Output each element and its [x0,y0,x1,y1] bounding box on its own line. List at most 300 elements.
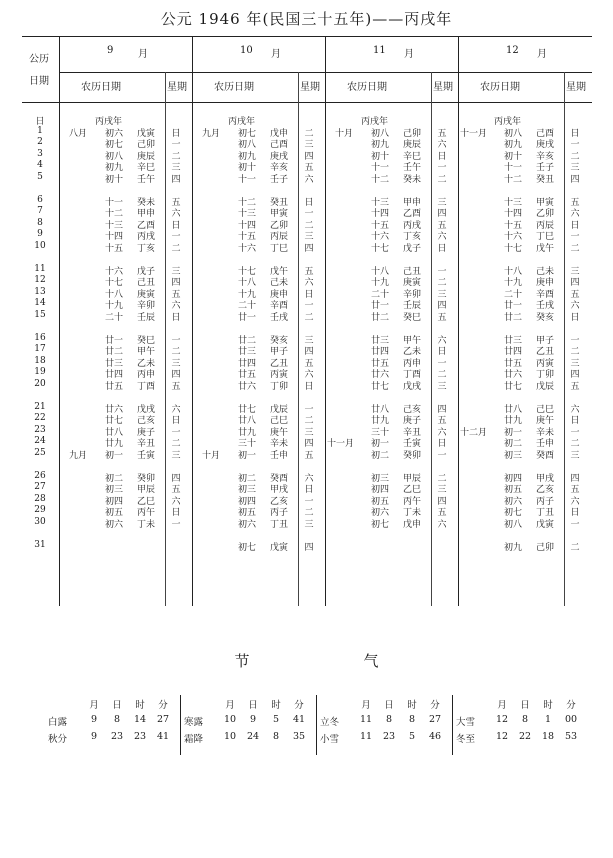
ganzhi-day: 己卯 [403,128,422,139]
ganzhi-day: 庚寅 [403,278,422,288]
ganzhi-day: 壬申 [536,439,555,449]
weekday: 四 [570,370,580,380]
day-number: 21 [34,401,46,412]
ganzhi-day: 乙亥 [536,485,555,495]
jieqi-divider [316,695,317,755]
weekday: 一 [304,496,314,507]
weekday: 日 [171,416,181,426]
lunar-day: 初五 [238,508,257,518]
ganzhi-day: 戊子 [137,266,156,277]
weekday: 二 [570,347,580,357]
ganzhi-day: 甲寅 [536,197,555,208]
ganzhi-day: 庚戌 [270,151,289,162]
jieqi-value: 8 [408,714,416,725]
ganzhi-day: 己卯 [536,542,555,553]
weekday: 二 [304,416,314,426]
weekday: 六 [570,209,580,219]
lunar-day: 初三 [371,473,390,484]
weekday-header: 星期 [566,82,586,93]
jieqi-value: 23 [133,731,147,742]
jieqi-value: 9 [249,714,257,725]
weekday: 五 [570,381,580,392]
day-number: 13 [34,286,46,297]
ganzhi-day: 壬午 [403,163,422,173]
ganzhi-day: 丙寅 [270,370,289,380]
weekday: 五 [570,485,580,495]
weekday: 三 [437,289,447,300]
jieqi-value: 8 [113,714,121,725]
ganzhi-day: 辛卯 [403,289,422,300]
weekday: 一 [570,232,580,242]
lunar-day: 十五 [105,243,124,254]
lunar-date-header: 农历日期 [480,82,520,93]
ganzhi-day: 庚申 [270,289,289,300]
ganzhi-day: 甲午 [137,347,156,357]
weekday: 五 [437,128,447,139]
weekday: 四 [437,301,447,311]
lunar-day: 廿一 [371,301,390,311]
ganzhi-day: 庚寅 [137,289,156,300]
jieqi-value: 8 [272,731,280,742]
weekday: 日 [171,128,181,139]
ganzhi-day: 丁巳 [536,232,555,242]
day-number: 1 [37,125,43,136]
lunar-day: 初十 [371,151,390,162]
lunar-day: 廿九 [504,416,523,426]
day-number: 31 [34,539,46,550]
weekday: 一 [570,140,580,150]
ganzhi-day: 乙酉 [403,209,422,219]
lunar-day: 廿九 [238,427,257,438]
jieqi-col-header: 时 [271,700,281,711]
weekday: 一 [437,163,447,173]
ganzhi-day: 癸卯 [137,473,156,484]
day-number: 19 [34,367,46,377]
jieqi-col-header: 分 [566,700,576,711]
day-number: 27 [34,482,46,492]
lunar-day: 十九 [238,289,257,300]
ganzhi-day: 戊辰 [270,404,289,415]
lunar-day: 十二 [504,174,523,185]
lunar-day: 十八 [105,289,124,300]
jieqi-value: 41 [156,731,170,742]
lunar-date-header: 农历日期 [214,82,254,93]
weekday: 三 [304,232,314,242]
ganzhi-day: 辛丑 [403,427,422,438]
lunar-day: 廿二 [371,312,390,323]
weekday: 三 [171,163,181,173]
jieqi-col-header: 月 [361,700,371,711]
jieqi-value: 46 [428,731,442,742]
weekday: 六 [437,140,447,150]
weekday: 一 [570,427,580,438]
ganzhi-day: 甲申 [403,197,422,208]
lunar-day: 十八 [504,266,523,277]
weekday: 二 [437,473,447,484]
weekday: 日 [171,508,181,518]
ganzhi-day: 壬戌 [536,301,555,311]
jieqi-name: 寒露 [184,717,204,728]
ganzhi-day: 丁丑 [536,508,555,518]
ganzhi-day: 丁卯 [536,370,555,380]
weekday: 四 [304,347,314,357]
day-number: 18 [34,355,46,366]
weekday: 五 [570,289,580,300]
lunar-day: 十四 [238,220,257,231]
jieqi-col-header: 时 [135,700,145,711]
ganzhi-day: 丁巳 [270,243,289,254]
weekday: 六 [171,404,181,415]
lunar-day: 廿六 [238,381,257,392]
lunar-day: 二十 [105,312,124,323]
ganzhi-day: 己丑 [137,278,156,288]
lunar-day: 廿九 [105,439,124,449]
ganzhi-day: 乙亥 [270,496,289,507]
jieqi-value: 14 [133,714,147,725]
weekday: 一 [304,301,314,311]
lunar-day: 初九 [504,140,523,150]
weekday: 四 [570,473,580,484]
weekday: 三 [437,197,447,208]
ganzhi-day: 癸亥 [536,312,555,323]
ganzhi-day: 丙辰 [270,232,289,242]
weekday: 日 [304,381,314,392]
weekday: 六 [437,232,447,242]
lunar-month-label: 十月 [202,450,221,461]
lunar-day: 十一 [105,197,124,208]
lunar-day: 十八 [238,278,257,288]
ganzhi-day: 戊辰 [536,381,555,392]
jieqi-divider [180,695,181,755]
weekday: 四 [304,151,314,162]
lunar-day: 廿七 [238,404,257,415]
weekday: 日 [570,128,580,139]
ganzhi-day: 戊申 [270,128,289,139]
ganzhi-day: 己巳 [536,404,555,415]
ganzhi-day: 庚戌 [536,140,555,150]
lunar-day: 初二 [238,473,257,484]
lunar-day: 初七 [105,140,124,150]
jieqi-name: 秋分 [48,734,68,745]
weekday: 一 [171,335,181,346]
lunar-day: 初五 [504,485,523,495]
jieqi-col-header: 时 [543,700,553,711]
lunar-day: 廿四 [238,358,257,369]
lunar-day: 十七 [105,278,124,288]
day-number: 28 [34,493,46,504]
lunar-day: 廿八 [504,404,523,415]
day-number: 22 [34,413,46,423]
lunar-day: 廿一 [504,301,523,311]
month-number: 12 [506,45,519,56]
weekday: 三 [304,519,314,530]
lunar-month-label: 九月 [69,450,88,461]
jieqi-name: 冬至 [456,734,476,745]
weekday: 四 [304,243,314,254]
ganzhi-day: 庚申 [536,278,555,288]
lunar-day: 初一 [238,450,257,461]
weekday: 一 [304,209,314,219]
ganzhi-day: 辛卯 [137,301,156,311]
lunar-day: 十三 [371,197,390,208]
jieqi-value: 22 [518,731,532,742]
lunar-day: 初八 [105,151,124,162]
day-number: 9 [37,229,43,239]
jieqi-name: 霜降 [184,734,204,745]
weekday: 二 [171,347,181,357]
weekday: 日 [437,439,447,449]
lunar-day: 三十 [371,427,390,438]
lunar-day: 廿五 [504,358,523,369]
weekday: 三 [437,381,447,392]
weekday: 三 [437,485,447,495]
lunar-day: 廿七 [105,416,124,426]
lunar-day: 廿五 [238,370,257,380]
lunar-day: 廿三 [371,335,390,346]
weekday: 一 [570,519,580,530]
weekday: 日 [570,220,580,231]
weekday: 三 [171,358,181,369]
lunar-day: 初四 [371,485,390,495]
lunar-month-label: 十一月 [460,128,488,139]
day-number: 20 [34,378,46,389]
ganzhi-day: 戊申 [403,519,422,530]
weekday: 二 [304,220,314,231]
day-number: 14 [34,298,46,308]
lunar-day: 十三 [504,197,523,208]
jieqi-col-header: 月 [497,700,507,711]
day-number: 5 [37,171,43,182]
weekday: 一 [171,519,181,530]
weekday-header: 星期 [433,82,453,93]
ganzhi-day: 庚午 [536,416,555,426]
lunar-year-label: 丙戌年 [228,117,256,127]
weekday: 三 [570,450,580,461]
calendar-table [22,36,592,606]
lunar-day: 初三 [105,485,124,495]
jieqi-col-header: 分 [294,700,304,711]
lunar-day: 初八 [504,519,523,530]
ganzhi-day: 甲申 [137,209,156,219]
lunar-day: 初九 [371,140,390,150]
ganzhi-day: 戊戌 [403,381,422,392]
jieqi-value: 9 [90,714,98,725]
day-number: 6 [37,194,43,205]
ganzhi-day: 丙午 [403,496,422,507]
ganzhi-day: 丙戌 [137,232,156,242]
lunar-day: 十六 [105,266,124,277]
lunar-day: 廿二 [238,335,257,346]
ganzhi-day: 丙申 [137,370,156,380]
lunar-day: 十五 [371,220,390,231]
ganzhi-day: 癸酉 [270,473,289,484]
weekday: 四 [437,496,447,507]
lunar-day: 十一 [371,163,390,173]
weekday: 六 [304,174,314,185]
lunar-day: 初三 [238,485,257,495]
jieqi-col-header: 日 [520,700,530,711]
lunar-day: 十六 [504,232,523,242]
jieqi-col-header: 时 [407,700,417,711]
col-divider [325,36,326,606]
lunar-day: 廿五 [371,358,390,369]
header-bottom-rule [22,102,592,103]
day-number: 24 [34,436,46,446]
weekday: 二 [437,278,447,288]
table-top-rule [22,36,592,37]
day-number: 25 [34,447,46,458]
lunar-day: 初七 [371,519,390,530]
weekday: 六 [304,473,314,484]
lunar-day: 初六 [105,519,124,530]
lunar-day: 廿四 [504,347,523,357]
weekday: 三 [304,140,314,150]
weekday: 五 [171,381,181,392]
lunar-day: 廿九 [371,416,390,426]
weekday: 四 [437,209,447,219]
lunar-day: 十五 [238,232,257,242]
lunar-day: 廿一 [105,335,124,346]
ganzhi-day: 丁酉 [137,381,156,392]
ganzhi-day: 癸巳 [137,335,156,346]
weekday: 四 [171,370,181,380]
ganzhi-day: 丁丑 [270,519,289,530]
day-number: 3 [37,148,43,159]
lunar-day: 二十 [504,289,523,300]
ganzhi-day: 己未 [536,266,555,277]
ganzhi-day: 甲戌 [536,473,555,484]
ganzhi-day: 己酉 [270,140,289,150]
lunar-day: 初四 [105,496,124,507]
jieqi-col-header: 日 [248,700,258,711]
weekday: 三 [570,163,580,173]
ganzhi-day: 癸卯 [403,450,422,461]
ganzhi-day: 辛亥 [270,163,289,173]
weekday: 四 [171,278,181,288]
lunar-day: 十八 [371,266,390,277]
ganzhi-day: 辛酉 [270,301,289,311]
lunar-day: 初二 [504,439,523,449]
day-number: 30 [34,516,46,527]
weekday: 五 [171,485,181,495]
day-number: 12 [34,275,46,285]
day-number: 16 [34,332,46,343]
lunar-day: 十三 [105,220,124,231]
ganzhi-day: 乙巳 [137,496,156,507]
ganzhi-day: 己亥 [137,416,156,426]
weekday: 二 [570,439,580,449]
jieqi-table [48,695,593,755]
lunar-day: 十五 [504,220,523,231]
jieqi-value: 00 [564,714,578,725]
ganzhi-day: 己卯 [137,140,156,150]
lunar-day: 初一 [371,439,390,449]
jieqi-value: 10 [223,714,237,725]
lunar-day: 初五 [105,508,124,518]
ganzhi-day: 甲寅 [270,209,289,219]
ganzhi-day: 辛巳 [403,151,422,162]
ganzhi-day: 壬寅 [137,450,156,461]
lunar-day: 初四 [238,496,257,507]
weekday: 一 [437,450,447,461]
ganzhi-day: 癸未 [403,174,422,185]
lunar-day: 初十 [504,151,523,162]
ganzhi-day: 乙丑 [536,347,555,357]
weekday: 三 [171,266,181,277]
weekday: 五 [304,358,314,369]
weekday: 四 [570,278,580,288]
lunar-month-label: 十一月 [327,439,355,449]
ganzhi-day: 丙寅 [536,358,555,369]
jieqi-value: 27 [156,714,170,725]
jieqi-col-header: 月 [225,700,235,711]
weekday: 日 [570,416,580,426]
week-divider [165,72,166,606]
jieqi-value: 11 [359,731,373,742]
lunar-day: 十二 [371,174,390,185]
day-number: 15 [34,309,46,320]
lunar-day: 廿二 [504,312,523,323]
lunar-day: 廿四 [105,370,124,380]
day-number: 10 [34,240,46,251]
weekday: 六 [171,209,181,219]
weekday: 日 [171,220,181,231]
lunar-day: 廿二 [105,347,124,357]
lunar-day: 初一 [504,427,523,438]
lunar-day: 十九 [504,278,523,288]
weekday: 五 [171,289,181,300]
ganzhi-day: 甲辰 [403,473,422,484]
ganzhi-day: 辛未 [536,427,555,438]
ganzhi-day: 乙酉 [137,220,156,231]
month-number: 9 [107,45,114,56]
day-number: 17 [34,344,46,354]
jieqi-value: 5 [272,714,280,725]
ganzhi-day: 辛酉 [536,289,555,300]
weekday: 六 [304,370,314,380]
ganzhi-day: 丁酉 [403,370,422,380]
weekday: 二 [171,151,181,162]
weekday: 日 [570,508,580,518]
ganzhi-day: 戊寅 [270,542,289,553]
weekday: 五 [437,312,447,323]
lunar-day: 十二 [105,209,124,219]
week-divider [298,72,299,606]
lunar-day: 初九 [105,163,124,173]
lunar-day: 二十 [371,289,390,300]
weekday: 日 [437,151,447,162]
weekday: 五 [171,197,181,208]
ganzhi-day: 丁卯 [270,381,289,392]
weekday: 六 [437,519,447,530]
day-number: 29 [34,505,46,515]
lunar-day: 廿三 [238,347,257,357]
ganzhi-day: 庚午 [270,427,289,438]
lunar-day: 初七 [238,128,257,139]
ganzhi-day: 辛未 [270,439,289,449]
ganzhi-day: 丙子 [536,496,555,507]
lunar-day: 十三 [238,209,257,219]
jieqi-col-header: 日 [112,700,122,711]
jieqi-value: 12 [495,731,509,742]
weekday: 二 [304,312,314,323]
ganzhi-day: 癸酉 [536,450,555,461]
ganzhi-day: 乙巳 [403,485,422,495]
ganzhi-day: 乙未 [137,358,156,369]
weekday: 五 [437,508,447,518]
weekday: 二 [171,439,181,449]
ganzhi-day: 庚辰 [403,140,422,150]
